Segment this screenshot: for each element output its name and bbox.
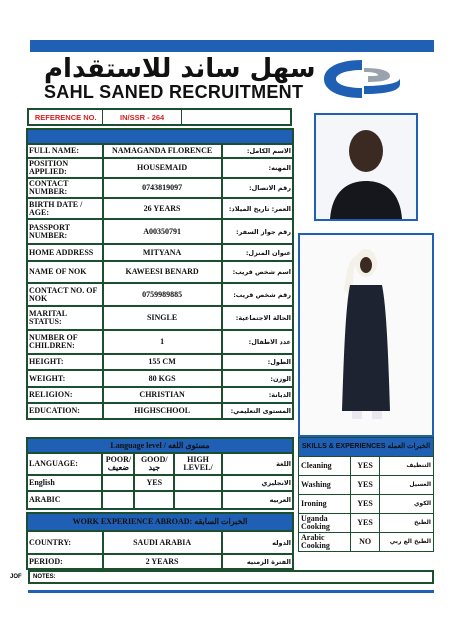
row-label: RELIGION: <box>27 387 103 403</box>
row-label: EDUCATION: <box>27 403 103 419</box>
row-value: 1 <box>103 330 222 354</box>
row-label: MARITAL STATUS: <box>27 306 103 330</box>
top-blue-bar <box>30 40 434 52</box>
row-value: HOUSEMAID <box>103 158 222 178</box>
row-label: HEIGHT: <box>27 354 103 370</box>
language-section-title: Language level / مستوى اللغه <box>27 438 293 453</box>
company-logo-icon <box>318 56 406 102</box>
row-arabic-label: رقم شخص قريب: <box>222 283 293 306</box>
row-label: BIRTH DATE / AGE: <box>27 198 103 219</box>
jof-label: JOF <box>10 574 22 580</box>
row-arabic-label: الاسم الكامل: <box>222 144 293 158</box>
country-value: SAUDI ARABIA <box>103 531 222 554</box>
row-label: CONTACT NO. OF NOK <box>27 283 103 306</box>
row-value: 0759989885 <box>103 283 222 306</box>
language-arabic: الانجليزي <box>222 475 293 491</box>
company-name-english: SAHL SANED RECRUITMENT <box>44 82 304 102</box>
skill-name: Cleaning <box>299 457 351 476</box>
row-value: HIGHSCHOOL <box>103 403 222 419</box>
language-col-poor: POOR/ ضعيف <box>102 453 134 475</box>
portrait-figure-icon <box>316 115 416 219</box>
row-arabic-label: الطول: <box>222 354 293 370</box>
row-value: 80 KGS <box>103 370 222 387</box>
row-arabic-label: المهنه: <box>222 158 293 178</box>
full-body-photo <box>298 233 434 437</box>
row-value: CHRISTIAN <box>103 387 222 403</box>
skills-table <box>298 437 434 552</box>
skill-value: YES <box>350 514 380 533</box>
row-label: HOME ADDRESS <box>27 244 103 261</box>
row-label: FULL NAME: <box>27 144 103 158</box>
language-col-high: HIGH LEVEL/ <box>174 453 222 475</box>
skill-name: Uganda Cooking <box>299 514 351 533</box>
language-name: ARABIC <box>27 491 102 509</box>
reference-empty <box>182 110 290 124</box>
notes-box <box>28 570 434 584</box>
language-arabic: العربيه <box>222 491 293 509</box>
skill-arabic: التنظيف <box>380 457 434 476</box>
work-experience-table <box>26 512 294 570</box>
reference-label: REFERENCE NO. <box>29 110 103 124</box>
language-poor <box>102 475 134 491</box>
skill-name: Arabic Cooking <box>299 533 351 552</box>
language-high <box>174 491 222 509</box>
work-section-title: WORK EXPERIENCE ABROAD: الخبرات السابقه <box>27 513 293 531</box>
period-arabic: الفترة الزمنيه <box>222 554 293 569</box>
country-arabic: الدوله <box>222 531 293 554</box>
skill-value: YES <box>350 476 380 495</box>
row-arabic-label: اسم شخص قريب: <box>222 261 293 283</box>
country-label: COUNTRY: <box>27 531 103 554</box>
row-label: PASSPORT NUMBER: <box>27 219 103 244</box>
language-good: YES <box>134 475 174 491</box>
row-arabic-label: المستوى التعليمي: <box>222 403 293 419</box>
language-col-good: GOOD/جيد <box>134 453 174 475</box>
company-name-arabic: سهل ساند للاستقدام <box>44 54 316 84</box>
row-arabic-label: عدد الاطفال: <box>222 330 293 354</box>
bottom-blue-bar <box>28 590 434 593</box>
table-header-bar <box>27 129 293 144</box>
row-arabic-label: الحالة الاجتماعية: <box>222 306 293 330</box>
skill-arabic: الطبخ <box>380 514 434 533</box>
row-value: 0743819097 <box>103 178 222 198</box>
row-arabic-label: العمر: تاريخ الميلاد: <box>222 198 293 219</box>
applicant-info-table <box>26 128 294 420</box>
language-poor <box>102 491 134 509</box>
language-col-label: LANGUAGE: <box>27 453 102 475</box>
skill-name: Ironing <box>299 495 351 514</box>
skill-arabic: الكوي <box>380 495 434 514</box>
row-arabic-label: عنوان المنزل: <box>222 244 293 261</box>
portrait-photo <box>314 113 418 221</box>
language-table <box>26 437 294 510</box>
full-body-figure-icon <box>300 235 432 435</box>
notes-label: NOTES: <box>33 574 56 580</box>
row-arabic-label: رقم جواز السفر: <box>222 219 293 244</box>
reference-row <box>27 108 292 126</box>
row-arabic-label: الوزن: <box>222 370 293 387</box>
skill-value: YES <box>350 457 380 476</box>
reference-value: IN/SSR - 264 <box>103 110 181 124</box>
row-label: CONTACT NUMBER: <box>27 178 103 198</box>
row-value: 26 YEARS <box>103 198 222 219</box>
skill-arabic: الطبخ الع ربي <box>380 533 434 552</box>
skill-value: NO <box>350 533 380 552</box>
row-value: NAMAGANDA FLORENCE <box>103 144 222 158</box>
language-name: English <box>27 475 102 491</box>
row-label: WEIGHT: <box>27 370 103 387</box>
row-arabic-label: رقم الاتصال: <box>222 178 293 198</box>
row-value: A00350791 <box>103 219 222 244</box>
skill-name: Washing <box>299 476 351 495</box>
period-value: 2 YEARS <box>103 554 222 569</box>
skills-section-title: SKILLS & EXPERIENCES الخبرات العمله <box>299 438 434 457</box>
skill-value: YES <box>350 495 380 514</box>
row-label: NUMBER OF CHILDREN: <box>27 330 103 354</box>
row-arabic-label: الديانة: <box>222 387 293 403</box>
language-col-arabic: اللغة <box>222 453 293 475</box>
language-high <box>174 475 222 491</box>
row-label: NAME OF NOK <box>27 261 103 283</box>
skill-arabic: الغسيل <box>380 476 434 495</box>
language-good <box>134 491 174 509</box>
period-label: PERIOD: <box>27 554 103 569</box>
row-value: SINGLE <box>103 306 222 330</box>
row-value: 155 CM <box>103 354 222 370</box>
row-value: MITYANA <box>103 244 222 261</box>
row-label: POSITION APPLIED: <box>27 158 103 178</box>
row-value: KAWEESI BENARD <box>103 261 222 283</box>
